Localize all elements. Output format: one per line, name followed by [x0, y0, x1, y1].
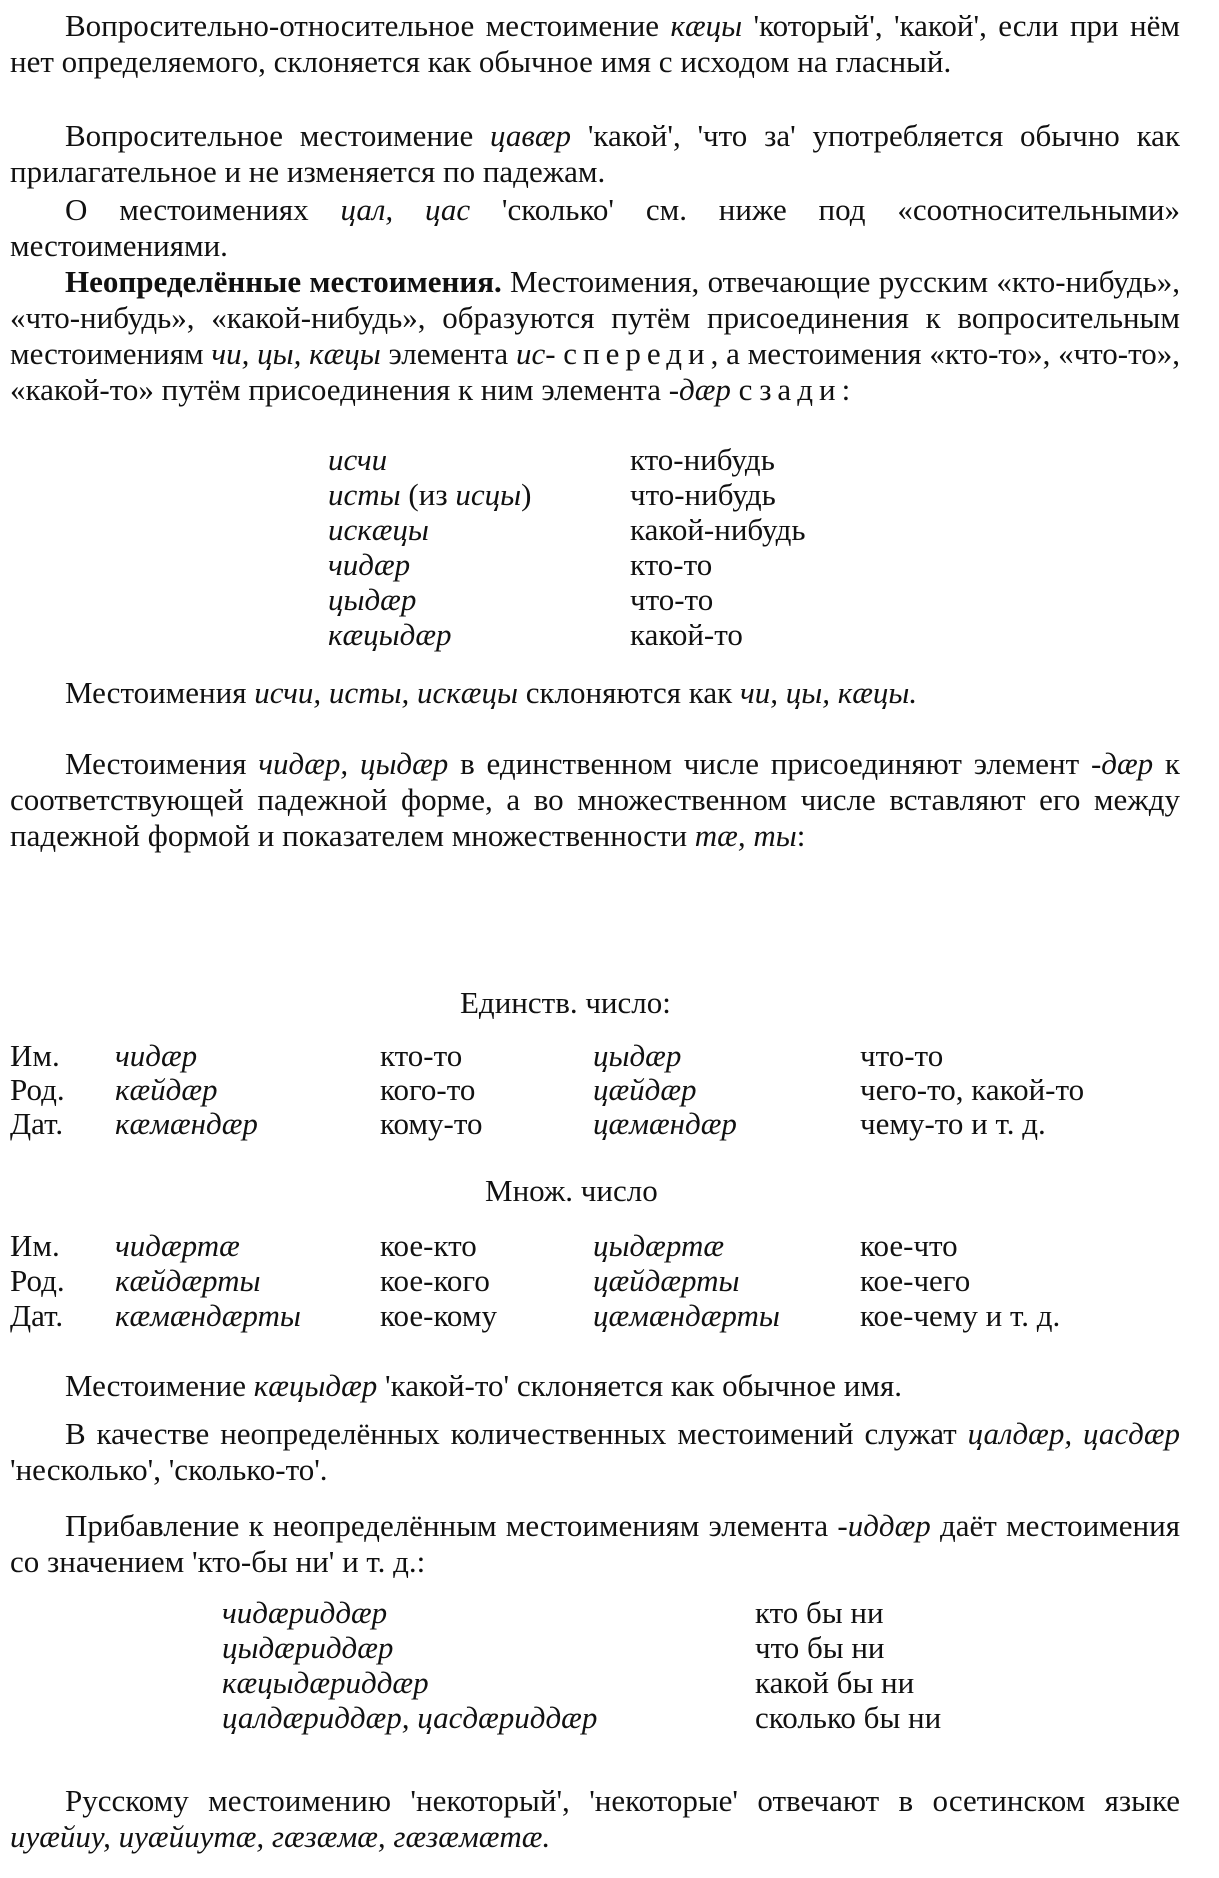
spaced-word: спереди — [563, 336, 711, 371]
singular-heading: Единств. число: — [460, 985, 671, 1020]
case-label: Род. — [10, 1263, 65, 1298]
gloss: кое-кому — [380, 1298, 497, 1333]
note: (из исцы) — [400, 477, 532, 512]
ossetian-word: кæцыдæриддæр — [222, 1665, 429, 1700]
case-label: Им. — [10, 1228, 60, 1263]
gloss: кто-то — [380, 1038, 463, 1073]
text: : — [841, 372, 851, 407]
text: 'какой-то' склоняется как обычное имя. — [377, 1368, 902, 1403]
ossetian-word: -иддæр — [837, 1508, 931, 1543]
plural-heading: Множ. число — [485, 1173, 658, 1208]
text: В качестве неопределённых количественных местоимений служат — [65, 1416, 968, 1451]
ossetian-word: цæйдæрты — [593, 1263, 740, 1298]
ossetian-word: цыдæр — [593, 1038, 682, 1073]
text: к соответствующей падежной форме, а во множественном числе вставляют его между падежной формой и показателем множественности — [10, 746, 1180, 853]
ossetian-word: чидæр — [115, 1038, 198, 1073]
gloss: что-нибудь — [630, 477, 776, 512]
ossetian-word: цæйдæр — [593, 1072, 697, 1107]
text: Вопросительное местоимение — [65, 118, 491, 153]
ossetian-word: цыдæр — [328, 582, 417, 617]
text: : — [796, 818, 806, 853]
ossetian-word: кæцыдæр — [253, 1368, 378, 1403]
text: склоняются как — [517, 675, 740, 710]
ossetian-word: кæмæндæр — [115, 1106, 258, 1141]
paragraph-chidaer — [10, 746, 1180, 854]
text: 'несколько', 'сколько-то'. — [10, 1452, 328, 1487]
gloss: какой бы ни — [755, 1665, 915, 1700]
gloss: кое-чего — [860, 1263, 971, 1298]
gloss: кое-что — [860, 1228, 958, 1263]
text: элемента — [380, 336, 516, 371]
ossetian-word: цыдæртæ — [593, 1228, 725, 1263]
ossetian-word: чи, цы, кæцы. — [739, 675, 918, 710]
text: О местоимениях — [65, 192, 341, 227]
ossetian-word: цæмæндæрты — [593, 1298, 780, 1333]
gloss: что-то — [630, 582, 714, 617]
paragraph-tsavaer — [10, 118, 1180, 190]
paragraph-katsydaer — [10, 1368, 1180, 1404]
ossetian-word: цæмæндæр — [593, 1106, 737, 1141]
text: Местоимения — [65, 675, 255, 710]
gloss: что-то — [860, 1038, 944, 1073]
ossetian-word: чидæриддæр — [222, 1595, 388, 1630]
gloss: кое-кто — [380, 1228, 477, 1263]
ossetian-word: тæ, ты — [694, 818, 797, 853]
ossetian-word: исты — [328, 477, 401, 512]
spaced-word: сзади — [738, 372, 842, 407]
gloss: кое-кого — [380, 1263, 490, 1298]
case-label: Дат. — [10, 1298, 64, 1333]
paragraph-indefinite — [10, 264, 1180, 408]
case-label: Им. — [10, 1038, 60, 1073]
text: Прибавление к неопределённым местоимениям элемента — [65, 1508, 838, 1543]
case-label: Дат. — [10, 1106, 64, 1141]
gloss: сколько бы ни — [755, 1700, 942, 1735]
ossetian-word: цал, цас — [340, 192, 471, 227]
ossetian-word: ис- — [515, 336, 556, 371]
ossetian-word: кæмæндæрты — [115, 1298, 301, 1333]
gloss: кое-чему и т. д. — [860, 1298, 1061, 1333]
ossetian-word: цыдæриддæр — [222, 1630, 394, 1665]
section-heading: Неопределённые местоимения. — [65, 264, 502, 299]
paragraph-nekotoryi — [10, 1783, 1180, 1855]
ossetian-word: исчи, исты, искæцы — [254, 675, 518, 710]
gloss: какой-то — [630, 617, 743, 652]
gloss: чего-то, какой-то — [860, 1072, 1085, 1107]
paragraph-quantitative — [10, 1416, 1180, 1488]
gloss: чему-то и т. д. — [860, 1106, 1046, 1141]
ossetian-word: кæцыдæр — [328, 617, 452, 652]
paragraph-tsal-tsas — [10, 192, 1180, 264]
ossetian-word: кæйдæрты — [115, 1263, 261, 1298]
text: , а местоимения «кто-то», «что-то», «какой-то» путём присоединения к ним элемента — [10, 336, 1181, 407]
ossetian-word: цалдæр, цасдæр — [967, 1416, 1180, 1451]
text: даёт местоимения со значением 'кто-бы ни' и т. д.: — [10, 1508, 1180, 1579]
ossetian-word: иуæйиу, иуæйиутæ, гæзæмæ, гæзæмæтæ. — [10, 1819, 551, 1854]
gloss: кто-то — [630, 547, 713, 582]
gloss: кому-то — [380, 1106, 483, 1141]
gloss: кто-нибудь — [630, 442, 775, 477]
text: 'который', 'какой', если при нём нет определяемого, склоняется как обычное имя с исходом на гласный. — [10, 8, 1180, 79]
ossetian-word: -дæр — [668, 372, 731, 407]
text: 'какой', 'что за' употребляется обычно как прилагательное и не изменяется по падежам. — [10, 118, 1180, 189]
case-label: Род. — [10, 1072, 65, 1107]
ossetian-word: -дæр — [1090, 746, 1154, 781]
gloss: что бы ни — [755, 1630, 885, 1665]
paragraph-declension — [10, 675, 1180, 711]
ossetian-word: чи, цы, кæцы — [211, 336, 381, 371]
text: Местоимения — [65, 746, 259, 781]
text: 'сколько' см. ниже под «соотносительными» местоимениями. — [10, 192, 1180, 263]
ossetian-word: чидæр — [328, 547, 411, 582]
gloss: кого-то — [380, 1072, 476, 1107]
ossetian-word: чидæртæ — [115, 1228, 240, 1263]
paragraph-katsy — [10, 8, 1180, 80]
ossetian-word: цалдæриддæр, цасдæриддæр — [222, 1700, 598, 1735]
ossetian-word: искæцы — [328, 512, 429, 547]
ossetian-word: цавæр — [490, 118, 572, 153]
ossetian-word: кæйдæр — [115, 1072, 218, 1107]
ossetian-word: кæцы — [670, 8, 743, 43]
paragraph-iddaer — [10, 1508, 1180, 1580]
gloss: кто бы ни — [755, 1595, 884, 1630]
text: Вопросительно-относительное местоимение — [65, 8, 671, 43]
text: в единственном числе присоединяют элемент — [448, 746, 1091, 781]
ossetian-word: исчи — [328, 442, 388, 477]
ossetian-word: чидæр, цыдæр — [258, 746, 449, 781]
text: Местоимение — [65, 1368, 254, 1403]
text: Русскому местоимению 'некоторый', 'некоторые' отвечают в осетинском языке — [65, 1783, 1180, 1818]
text: Местоимения, отвечающие русским «кто-нибудь», «что-нибудь», «какой-нибудь», образуются путём присоединения к вопросительным местоимениям — [10, 264, 1180, 371]
gloss: какой-нибудь — [630, 512, 806, 547]
